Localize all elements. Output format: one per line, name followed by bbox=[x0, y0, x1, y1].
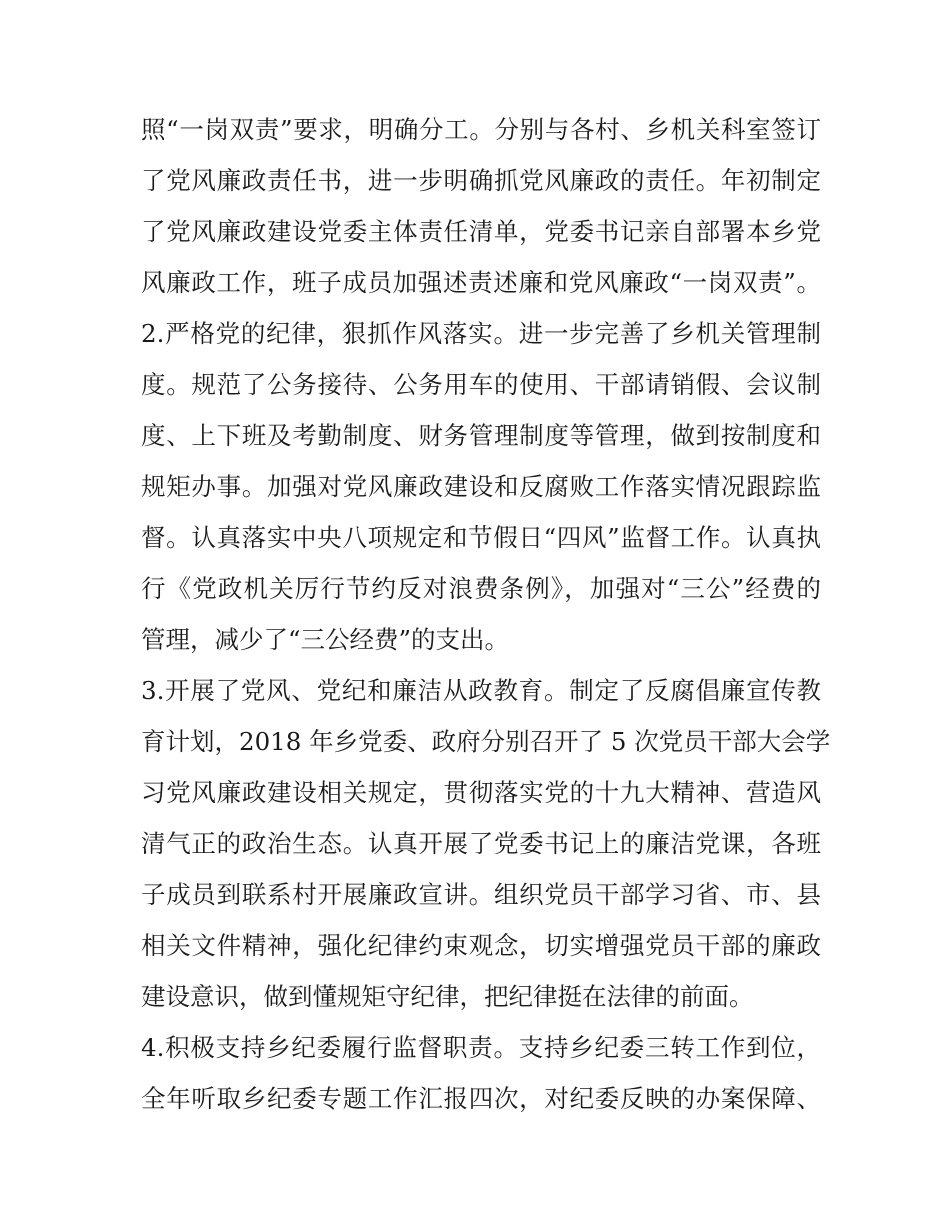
text-line-11: 管理，减少了“三公经费”的支出。 bbox=[141, 625, 510, 654]
text-line-1: 照“一岗双责”要求，明确分工。分别与各村、乡机关科室签订 bbox=[141, 115, 821, 144]
text-line-15: 清气正的政治生态。认真开展了党委书记上的廉洁党课，各班 bbox=[141, 829, 821, 858]
text-line-8: 规矩办事。加强对党风廉政建设和反腐败工作落实情况跟踪监 bbox=[141, 472, 821, 501]
text-line-7: 度、上下班及考勤制度、财务管理制度等管理，做到按制度和 bbox=[141, 421, 821, 450]
text-line-18: 建设意识，做到懂规矩守纪律，把纪律挺在法律的前面。 bbox=[141, 982, 754, 1011]
text-line-9: 督。认真落实中央八项规定和节假日“四风”监督工作。认真执 bbox=[141, 523, 821, 552]
text-line-5: 2.严格党的纪律，狠抓作风落实。进一步完善了乡机关管理制 bbox=[141, 319, 821, 348]
text-line-17: 相关文件精神，强化纪律约束观念，切实增强党员干部的廉政 bbox=[141, 931, 821, 960]
text-line-16: 子成员到联系村开展廉政宣讲。组织党员干部学习省、市、县 bbox=[141, 880, 821, 909]
text-line-19: 4.积极支持乡纪委履行监督职责。支持乡纪委三转工作到位， bbox=[141, 1033, 821, 1062]
text-line-14: 习党风廉政建设相关规定，贯彻落实党的十九大精神、营造风 bbox=[141, 778, 821, 807]
text-line-4: 风廉政工作，班子成员加强述责述廉和党风廉政“一岗双责”。 bbox=[141, 268, 821, 297]
text-line-10: 行《党政机关厉行节约反对浪费条例》，加强对“三公”经费的 bbox=[141, 574, 821, 603]
text-line-12: 3.开展了党风、党纪和廉洁从政教育。制定了反腐倡廉宣传教 bbox=[141, 676, 821, 705]
text-line-20: 全年听取乡纪委专题工作汇报四次，对纪委反映的办案保障、 bbox=[141, 1084, 821, 1113]
body-text bbox=[141, 104, 831, 1124]
text-line-3: 了党风廉政建设党委主体责任清单，党委书记亲自部署本乡党 bbox=[141, 217, 821, 246]
text-line-6: 度。规范了公务接待、公务用车的使用、干部请销假、会议制 bbox=[141, 370, 821, 399]
text-line-2: 了党风廉政责任书，进一步明确抓党风廉政的责任。年初制定 bbox=[141, 166, 821, 195]
text-line-13: 育计划，2018 年乡党委、政府分别召开了 5 次党员干部大会学 bbox=[141, 727, 831, 756]
